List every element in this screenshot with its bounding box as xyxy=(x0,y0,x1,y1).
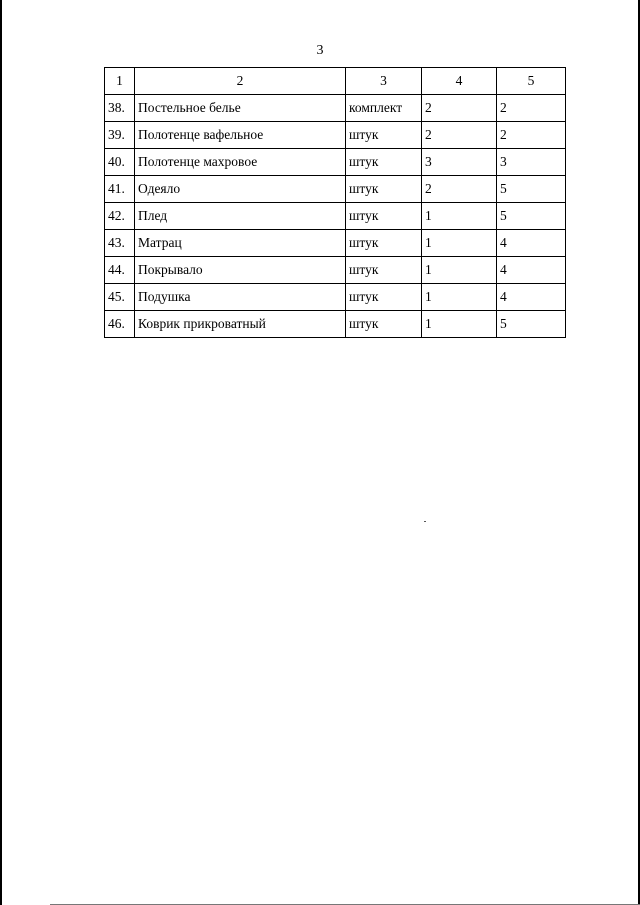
table-row xyxy=(105,95,566,122)
unit: штук xyxy=(346,284,422,311)
table-row xyxy=(105,311,566,338)
col-5-value: 2 xyxy=(497,95,566,122)
item-name: Плед xyxy=(135,203,346,230)
table-row xyxy=(105,284,566,311)
table-row xyxy=(105,257,566,284)
col-4-value: 2 xyxy=(422,176,497,203)
item-name: Одеяло xyxy=(135,176,346,203)
table-header-row xyxy=(105,68,566,95)
item-name: Постельное белье xyxy=(135,95,346,122)
row-number: 41. xyxy=(105,176,135,203)
col-4-value: 1 xyxy=(422,284,497,311)
row-number: 45. xyxy=(105,284,135,311)
unit: штук xyxy=(346,122,422,149)
header-col-4: 4 xyxy=(422,68,497,95)
table-row xyxy=(105,149,566,176)
scan-speck xyxy=(424,521,426,522)
col-5-value: 4 xyxy=(497,257,566,284)
col-4-value: 1 xyxy=(422,311,497,338)
item-name: Подушка xyxy=(135,284,346,311)
col-4-value: 1 xyxy=(422,230,497,257)
unit: штук xyxy=(346,203,422,230)
row-number: 44. xyxy=(105,257,135,284)
header-col-5: 5 xyxy=(497,68,566,95)
table-row xyxy=(105,122,566,149)
col-4-value: 2 xyxy=(422,122,497,149)
table-row xyxy=(105,230,566,257)
col-5-value: 2 xyxy=(497,122,566,149)
row-number: 38. xyxy=(105,95,135,122)
unit: комплект xyxy=(346,95,422,122)
col-5-value: 4 xyxy=(497,230,566,257)
col-5-value: 5 xyxy=(497,311,566,338)
item-name: Матрац xyxy=(135,230,346,257)
header-col-3: 3 xyxy=(346,68,422,95)
col-4-value: 1 xyxy=(422,257,497,284)
item-name: Коврик прикроватный xyxy=(135,311,346,338)
item-name: Полотенце вафельное xyxy=(135,122,346,149)
header-col-2: 2 xyxy=(135,68,346,95)
col-5-value: 3 xyxy=(497,149,566,176)
unit: штук xyxy=(346,176,422,203)
col-5-value: 5 xyxy=(497,203,566,230)
page-number: 3 xyxy=(316,43,324,58)
col-5-value: 4 xyxy=(497,284,566,311)
scan-border-left xyxy=(0,0,2,905)
col-4-value: 1 xyxy=(422,203,497,230)
item-name: Полотенце махровое xyxy=(135,149,346,176)
unit: штук xyxy=(346,230,422,257)
row-number: 43. xyxy=(105,230,135,257)
unit: штук xyxy=(346,311,422,338)
items-table xyxy=(104,67,566,338)
item-name: Покрывало xyxy=(135,257,346,284)
row-number: 46. xyxy=(105,311,135,338)
header-col-1: 1 xyxy=(105,68,135,95)
row-number: 40. xyxy=(105,149,135,176)
row-number: 42. xyxy=(105,203,135,230)
table-row xyxy=(105,176,566,203)
row-number: 39. xyxy=(105,122,135,149)
unit: штук xyxy=(346,257,422,284)
unit: штук xyxy=(346,149,422,176)
col-4-value: 2 xyxy=(422,95,497,122)
table-row xyxy=(105,203,566,230)
col-5-value: 5 xyxy=(497,176,566,203)
col-4-value: 3 xyxy=(422,149,497,176)
